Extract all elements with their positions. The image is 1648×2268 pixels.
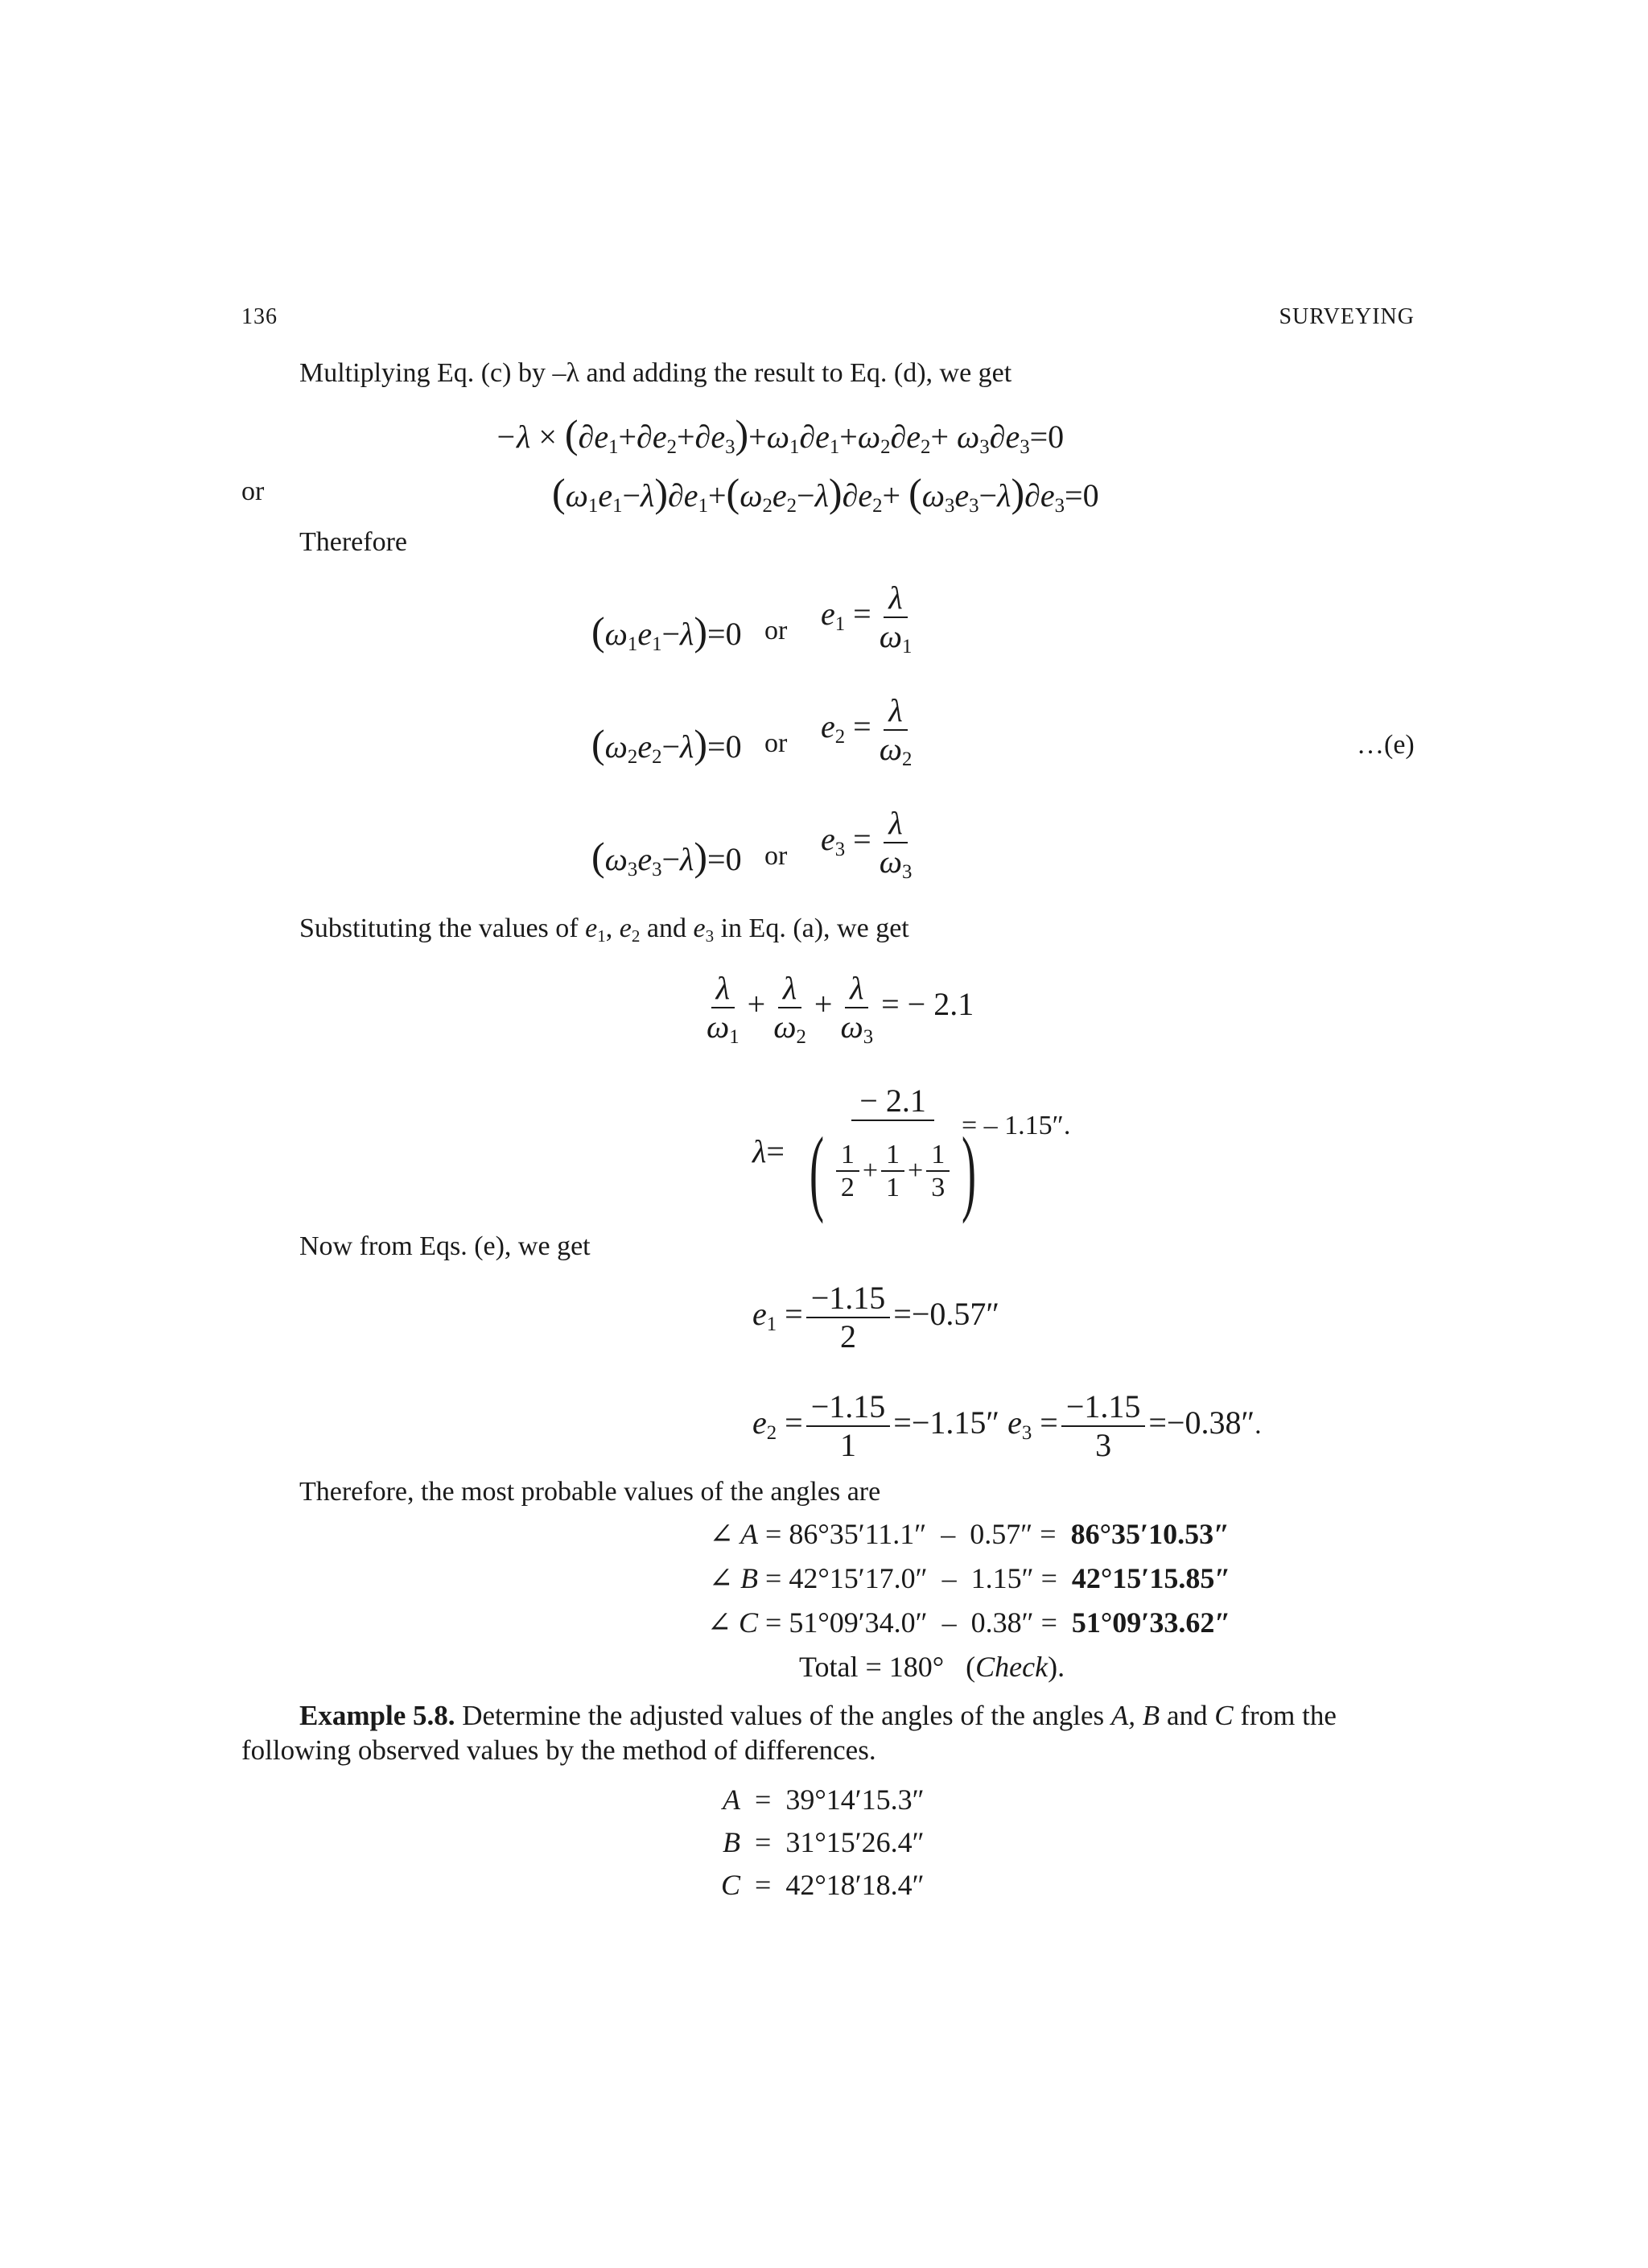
page-number: 136 [241,304,278,329]
e3-result: =−0.38″ [1148,1404,1255,1441]
example-end: from the [1240,1700,1337,1731]
e1-solution: $e_1$ = $\frac{\lambda}{\omega_1}$ [821,579,913,658]
lambda-equation: λ= − 2.1 ( $\frac{1}{2}$ + $\frac{1}{1}$ + $\frac{1}{3}$ ) [752,1082,977,1224]
e3-tail: . [1255,1410,1262,1441]
observed-label: B [723,1826,740,1858]
observed-value-a: A = 39°14′15.3″ [708,1783,925,1816]
or-e2: or [764,728,788,758]
observed-value-c: C = 42°18′18.4″ [708,1868,925,1902]
angle-observed: 42°15′17.0″ [789,1562,928,1594]
intro-sentence: Multiplying Eq. (c) by –λ and adding the result to Eq. (d), we get [299,358,1012,388]
example-title: Example 5.8. [299,1700,455,1731]
angle-row-c: ∠ C = 51°09′34.0″ – 0.38″ = 51°09′33.62″ [694,1606,1230,1639]
e2-result: =−1.15″ [893,1404,1000,1441]
angle-result: 42°15′15.85″ [1071,1562,1231,1594]
equation-combined: $-\lambda \times (\partial e_1+\partial e_2+\partial e_3)+\omega_1\partial e_1+\omega_2\partial e_2+ \omega_3\partial e_3=0$ [495,411,1065,458]
example-var-c: C [1214,1700,1234,1731]
observed-value: 31°15′26.4″ [785,1826,925,1858]
equation-grouped: $(\omega_1e_1-\lambda)\partial e_1+(\omega_2e_2-\lambda)\partial e_2+ (\omega_3e_3-\lambda)\partial e_3=0$ [552,470,1099,517]
or-e3: or [764,841,788,871]
example-line-2: following observed values by the method of differences. [241,1734,876,1766]
angle-result: 51°09′33.62″ [1071,1606,1231,1639]
angle-result: 86°35′10.53″ [1070,1518,1230,1550]
e3-numerator: −1.15 [1061,1388,1146,1427]
total-check: Total = 180° (Check). [799,1651,1065,1683]
substituting-sentence: Substituting the values of $e_1$, $e_2$ and $e_3$ in Eq. (a), we get [299,913,909,946]
substituting-tail: in Eq. (a), we get [720,913,909,943]
angle-row-b: ∠ B = 42°15′17.0″ – 1.15″ = 42°15′15.85″ [694,1561,1230,1595]
angle-row-a: ∠ A = 86°35′11.1″ – 0.57″ = 86°35′10.53″ [694,1517,1230,1551]
angle-label: ∠ B [708,1562,758,1594]
sum-rhs: = − 2.1 [881,986,974,1023]
e2-e3-values: $e_2$ = $\frac{-1.15}{1}$ =−1.15″ $e_3$ = $\frac{-1.15}{3}$ =−0.38″. [752,1388,1262,1463]
e1-result: =−0.57″ [893,1296,1000,1333]
example-line-1 [299,1700,1337,1732]
lambda-result: = – 1.15″. [962,1111,1071,1140]
observed-value: 42°18′18.4″ [785,1869,925,1901]
example-text-1: Determine the adjusted values of the angles of the angles [462,1700,1105,1731]
angle-label: ∠ A [709,1518,758,1550]
angle-correction: 0.57″ [970,1518,1033,1550]
lambda-numerator: − 2.1 [851,1082,934,1121]
check-text: Check [975,1651,1049,1683]
condition-e3: $(\omega_3e_3-\lambda)=0$ [591,834,742,880]
angle-correction: 0.38″ [970,1606,1034,1639]
e1-numerator: −1.15 [806,1280,891,1318]
probable-values-sentence: Therefore, the most probable values of the angles are [299,1477,881,1507]
e3-solution: $e_3$ = $\frac{\lambda}{\omega_3}$ [821,805,913,883]
angle-observed: 86°35′11.1″ [789,1518,927,1550]
observed-label: A [723,1783,740,1816]
e2-denominator: 1 [840,1427,857,1463]
e2-numerator: −1.15 [806,1388,891,1427]
angle-correction: 1.15″ [970,1562,1034,1594]
equation-label-e: …(e) [1357,730,1415,760]
now-from-sentence: Now from Eqs. (e), we get [299,1231,591,1261]
observed-value-b: B = 31°15′26.4″ [708,1825,925,1859]
e3-denominator: 3 [1095,1427,1112,1463]
condition-e1: $(\omega_1e_1-\lambda)=0$ [591,608,742,655]
e1-denominator: 2 [840,1318,857,1355]
observed-label: C [720,1869,740,1901]
e2-solution: $e_2$ = $\frac{\lambda}{\omega_2}$ [821,692,913,770]
sum-equation: $\frac{\lambda}{\omega_1}$ + $\frac{\lambda}{\omega_2}$ + $\frac{\lambda}{\omega_3}$ = − 2.1 [707,970,974,1048]
running-title: SURVEYING [1279,304,1415,329]
or-label: or [241,476,265,506]
angle-label: ∠ C [707,1606,758,1639]
angle-observed: 51°09′34.0″ [789,1606,928,1639]
or-e1: or [764,616,788,645]
observed-value: 39°14′15.3″ [785,1783,925,1816]
condition-e2: $(\omega_2e_2-\lambda)=0$ [591,721,742,768]
therefore-label: Therefore [299,527,408,557]
total-text: Total = 180° [799,1651,945,1683]
e1-value: $e_1$ = $\frac{-1.15}{2}$ =−0.57″ [752,1280,1000,1355]
example-vars: A, B [1110,1700,1160,1731]
substituting-text: Substituting the values of [299,913,579,943]
example-and: and [1166,1700,1208,1731]
